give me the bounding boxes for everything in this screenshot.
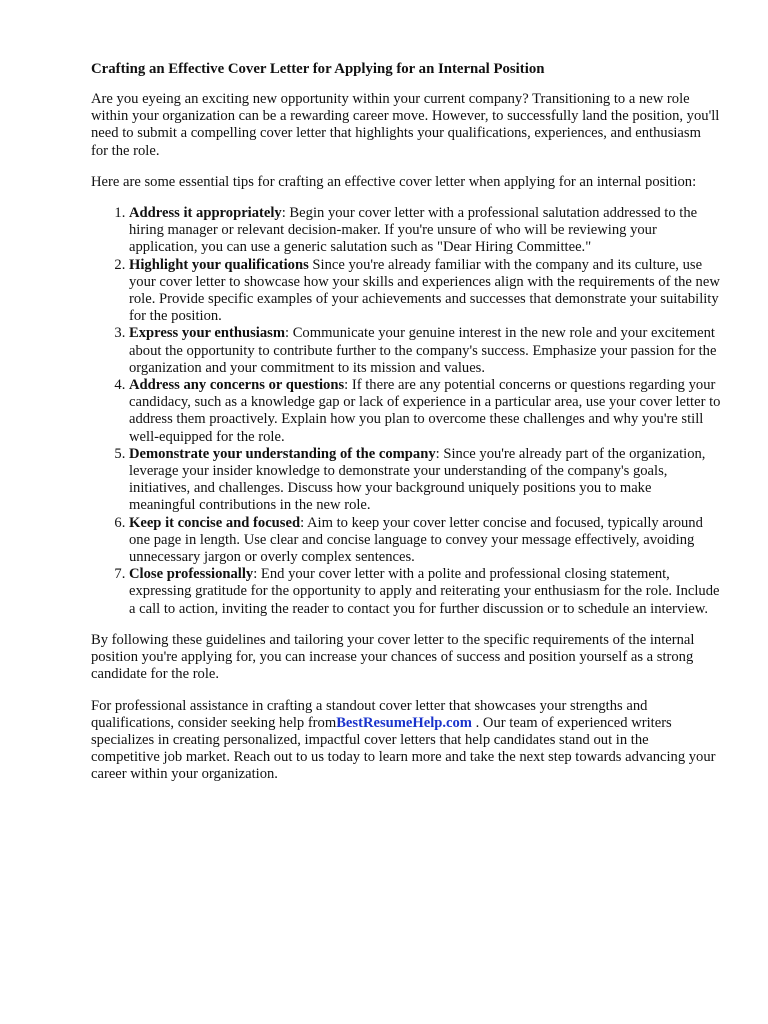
lead-in-paragraph: Here are some essential tips for crafting an effective cover letter when applying for an internal position: bbox=[91, 173, 697, 190]
tip-heading: Demonstrate your understanding of the company bbox=[129, 445, 436, 462]
tip-heading: Close professionally bbox=[129, 566, 254, 583]
tip-heading: Highlight your qualifications bbox=[129, 256, 309, 273]
tip-item bbox=[129, 325, 721, 377]
tip-heading: Express your enthusiasm bbox=[129, 325, 285, 342]
tip-item bbox=[129, 446, 721, 515]
tip-separator: : bbox=[344, 377, 349, 394]
document-title: Crafting an Effective Cover Letter for Applying for an Internal Position bbox=[91, 61, 545, 77]
tip-item bbox=[129, 377, 721, 446]
intro-paragraph: Are you eyeing an exciting new opportunity within your current company? Transitioning to a new role within your organization can be a rewarding career move. However, to successfully land the position, you'll need to submit a compelling cover letter that highlights your qualifications, experiences, and enthusiasm for the role. bbox=[91, 91, 720, 159]
closing-text-after-link: . Our team of experienced writers specializes in creating personalized, impactful cover letters that help candidates stand out in the competitive job market. Reach out to us today to learn more and take the next step towards advancing your career within your organization. bbox=[91, 714, 716, 783]
tip-separator: : bbox=[284, 325, 290, 342]
closing-text-before-link: For professional assistance in crafting a standout cover letter that showcases your strengths and qualifications, consider seeking help from bbox=[91, 697, 648, 731]
tip-text: Since you're already familiar with the company and its culture, use your cover letter to showcase how your skills and experiences align with the requirements of the new role. Provide specific examples of your achievements and successes that demonstrate your suitability for the position. bbox=[129, 256, 720, 325]
closing-paragraph bbox=[91, 698, 721, 784]
bestresumehelp-link[interactable]: BestResumeHelp.com bbox=[336, 714, 472, 731]
tip-text: If there are any potential concerns or questions regarding your candidacy, such as a knowledge gap or lack of experience in a particular area, use your cover letter to address them proactively. Explain how you plan to overcome these challenges and why you're still well-equipped for the role. bbox=[129, 377, 721, 445]
conclusion-paragraph: By following these guidelines and tailoring your cover letter to the specific requirements of the internal position you're applying for, you can increase your chances of success and position yourself as a strong candidate for the role. bbox=[91, 631, 695, 683]
tip-heading: Keep it concise and focused bbox=[129, 514, 301, 531]
tip-separator: : bbox=[281, 205, 286, 222]
document-body bbox=[91, 60, 721, 798]
tip-separator: : bbox=[253, 566, 258, 583]
tips-list bbox=[91, 205, 721, 618]
tip-item bbox=[129, 205, 721, 257]
tip-separator: : bbox=[435, 445, 440, 462]
tip-text: Begin your cover letter with a professional salutation addressed to the hiring manager or relevant decision-maker. If you're unsure of who will be reviewing your application, you can use a generic salutation such as "Dear Hiring Committee." bbox=[129, 205, 698, 256]
tip-heading: Address it appropriately bbox=[129, 205, 282, 222]
tip-item bbox=[129, 257, 721, 326]
tip-item bbox=[129, 515, 721, 567]
tip-item bbox=[129, 566, 721, 618]
tip-text: Since you're already part of the organization, leverage your insider knowledge to demonstrate your understanding of the company's goals, initiatives, and challenges. Discuss how your background uniquely positions you to make meaningful contributions in the new role. bbox=[129, 445, 706, 514]
tip-separator: : bbox=[300, 514, 305, 531]
tip-heading: Address any concerns or questions bbox=[129, 377, 345, 394]
tip-text: Aim to keep your cover letter concise and focused, typically around one page in length. Use clear and concise language to convey your message effectively, avoiding unnecessary jargon or overly complex sentences. bbox=[129, 514, 703, 566]
tip-text: Communicate your genuine interest in the new role and your excitement about the opportunity to contribute further to the company's success. Emphasize your passion for the organization and your commitment to its mission and values. bbox=[129, 325, 717, 376]
tip-text: End your cover letter with a polite and professional closing statement, expressing gratitude for the opportunity to apply and reiterating your enthusiasm for the role. Include a call to action, inviting the reader to contact you for further discussion or to schedule an interview. bbox=[129, 566, 720, 617]
